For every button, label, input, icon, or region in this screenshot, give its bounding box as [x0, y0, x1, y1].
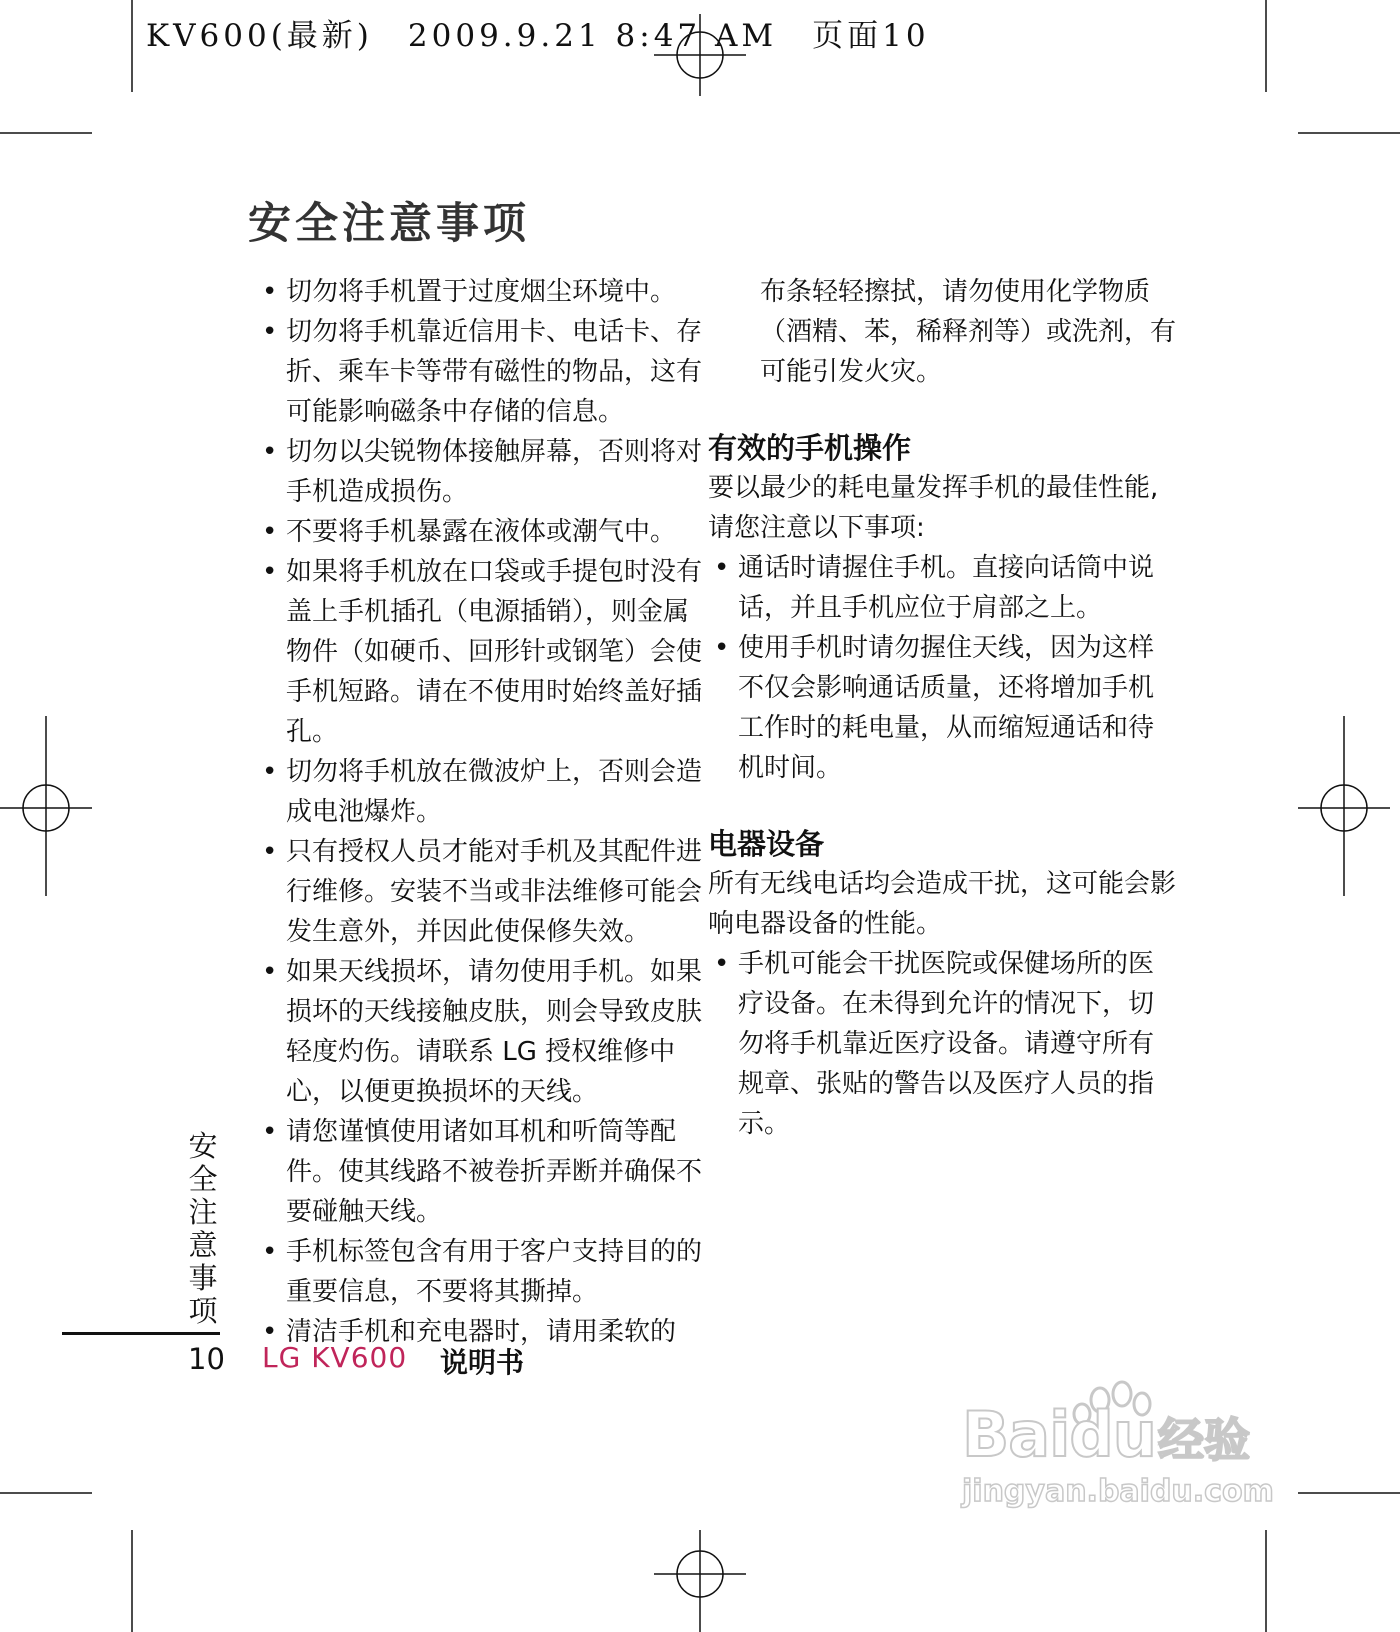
list-item: • 不要将手机暴露在液体或潮气中。 [262, 512, 702, 552]
section-title: 电器设备 [708, 827, 825, 861]
registration-mark-right [1298, 716, 1390, 896]
list-item: • 手机可能会干扰医院或保健场所的医疗设备。在未得到允许的情况下，切勿将手机靠近医疗设备。请遵守所有规章、张贴的警告以及医疗人员的指示。 [714, 944, 1176, 1144]
side-tab-char: 项 [188, 1294, 218, 1328]
list-item: • 通话时请握住手机。直接向话筒中说话，并且手机应位于肩部之上。 [714, 548, 1176, 628]
side-tab-char: 全 [188, 1162, 218, 1196]
section-list [714, 548, 1176, 788]
list-item: • 手机标签包含有用于客户支持目的的重要信息，不要将其撕掉。 [262, 1232, 702, 1312]
list-item: • 切勿将手机置于过度烟尘环境中。 [262, 272, 702, 312]
footer-rule [62, 1332, 220, 1335]
side-tab-char: 安 [188, 1129, 218, 1163]
manual-name: LG KV600 [262, 1341, 408, 1374]
watermark-product: 经验 [1158, 1413, 1250, 1467]
list-item: • 切勿以尖锐物体接触屏幕，否则将对手机造成损伤。 [262, 432, 702, 512]
watermark-url: jingyan.baidu.com [962, 1474, 1274, 1509]
continued-text: 布条轻轻擦拭，请勿使用化学物质（酒精、苯，稀释剂等）或洗剂，有可能引发火灾。 [760, 277, 1177, 387]
registration-mark-left [0, 716, 92, 896]
side-tab-char: 事 [188, 1261, 218, 1295]
right-column [708, 272, 1177, 1144]
side-tab-char: 意 [188, 1228, 218, 1262]
page-number: 10 [188, 1342, 225, 1376]
section-intro: 所有无线电话均会造成干扰，这可能会影响电器设备的性能。 [708, 869, 1177, 939]
manual-suffix: 说明书 [440, 1346, 525, 1379]
section-efficient-operation [708, 428, 1176, 788]
print-header: KV600(最新) 2009.9.21 8:47 AM 页面10 [146, 18, 930, 54]
list-item: • 只有授权人员才能对手机及其配件进行维修。安装不当或非法维修可能会发生意外，并因此使保修失效。 [262, 832, 702, 952]
left-column [262, 272, 702, 1352]
list-item: • 请您谨慎使用诸如耳机和听筒等配件。使其线路不被卷折弄断并确保不要碰触天线。 [262, 1112, 702, 1232]
watermark-brand: Baidu [962, 1398, 1156, 1471]
section-intro: 要以最少的耗电量发挥手机的最佳性能,请您注意以下事项: [708, 473, 1159, 543]
section-title: 有效的手机操作 [708, 431, 912, 465]
list-item: • 使用手机时请勿握住天线，因为这样不仅会影响通话质量，还将增加手机工作时的耗电量，从而缩短通话和待机时间。 [714, 628, 1176, 788]
list-item: • 切勿将手机放在微波炉上，否则会造成电池爆炸。 [262, 752, 702, 832]
list-item: • 如果将手机放在口袋或手提包时没有盖上手机插孔（电源插销），则金属物件（如硬币、回形针或钢笔）会使手机短路。请在不使用时始终盖好插孔。 [262, 552, 702, 752]
safety-list [262, 272, 702, 1352]
section-electrical-devices [708, 824, 1176, 1144]
page-title: 安全注意事项 [248, 199, 530, 249]
list-item: • 如果天线损坏，请勿使用手机。如果损坏的天线接触皮肤，则会导致皮肤轻度灼伤。请联系 LG 授权维修中心，以便更换损坏的天线。 [262, 952, 702, 1112]
list-item: • 切勿将手机靠近信用卡、电话卡、存折、乘车卡等带有磁性的物品，这有可能影响磁条中存储的信息。 [262, 312, 702, 432]
registration-mark-bottom [654, 1530, 746, 1632]
section-list [714, 944, 1176, 1144]
list-item: • 清洁手机和充电器时，请用柔软的 [262, 1312, 702, 1352]
side-tab-char: 注 [188, 1195, 218, 1229]
side-tab [186, 1130, 220, 1328]
